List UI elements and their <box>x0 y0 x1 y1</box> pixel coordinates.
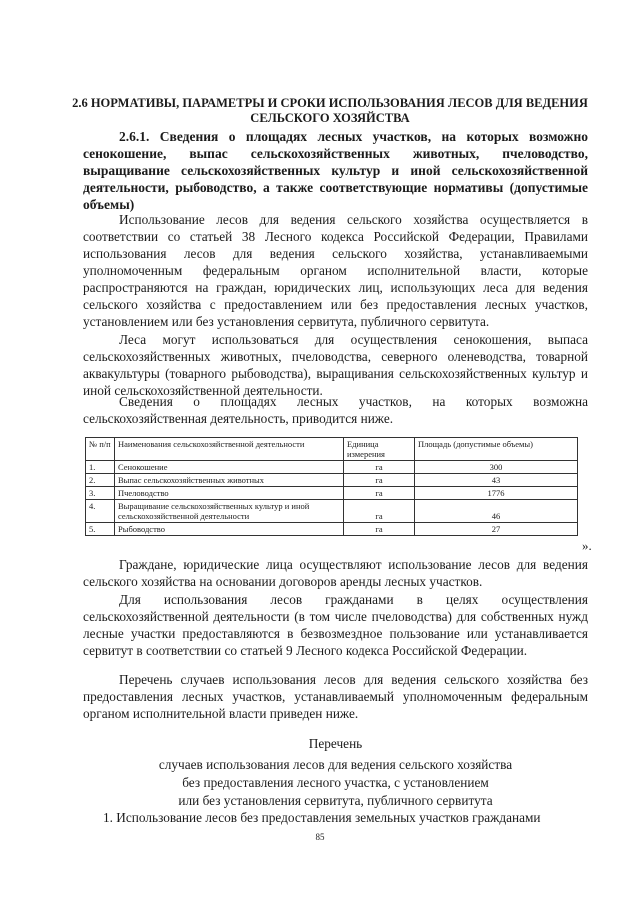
col-header-name: Наименования сельскохозяйственной деятельности <box>115 438 344 461</box>
cell-num: 4. <box>86 500 115 523</box>
section-heading: 2.6 НОРМАТИВЫ, ПАРАМЕТРЫ И СРОКИ ИСПОЛЬЗОВАНИЯ ЛЕСОВ ДЛЯ ВЕДЕНИЯ СЕЛЬСКОГО ХОЗЯЙСТВА <box>72 96 588 125</box>
col-header-area: Площадь (допустимые объемы) <box>415 438 578 461</box>
table-row <box>86 500 578 523</box>
page-number: 85 <box>315 832 325 842</box>
list-subtitle-line: без предоставления лесного участка, с установлением <box>182 775 489 790</box>
col-header-unit: Единица измерения <box>344 438 415 461</box>
col-header-num: № п/п <box>86 438 115 461</box>
cell-num: 5. <box>86 523 115 536</box>
list-subtitle-line: случаев использования лесов для ведения сельского хозяйства <box>158 757 513 772</box>
cell-unit: га <box>344 474 415 487</box>
paragraph-forest-uses: Леса могут использоваться для осуществления сенокошения, выпаса сельскохозяйственных животных, пчеловодства, северного оленеводства, товарной аквакультуры (товарного рыбоводства), выращивания сельскохозяйственных культур и иной сельскохозяйственной деятельности. <box>83 332 588 398</box>
paragraph-lease-basis: Граждане, юридические лица осуществляют использование лесов для ведения сельского хозяйства на основании договоров аренды лесных участков. <box>83 557 588 589</box>
subsection-heading: 2.6.1. Сведения о площадях лесных участков, на которых возможно сенокошение, выпас сельскохозяйственных животных, пчеловодство, выращивание сельскохозяйственных культур и иной сельскохозяйственной деятельности, рыбоводство, а также соответствующие нормативы (допустимые объемы) <box>83 129 588 212</box>
cell-area: 27 <box>415 523 578 536</box>
cell-name: Выращивание сельскохозяйственных культур и иной сельскохозяйственной деятельности <box>115 500 344 523</box>
cell-num: 3. <box>86 487 115 500</box>
paragraph-free-use: Для использования лесов гражданами в целях осуществления сельскохозяйственной деятельности (в том числе пчеловодства) для собственных нужд лесные участки предоставляются в безвозмездное пользование или устанавливается сервитут в соответствии со статьей 9 Лесного кодекса Российской Федерации. <box>83 592 588 658</box>
paragraph-list-intro: Перечень случаев использования лесов для ведения сельского хозяйства без предоставления лесных участков, устанавливаемый уполномоченным федеральным органом исполнительной власти приведен ниже. <box>83 672 588 721</box>
paragraph-legal-basis: Использование лесов для ведения сельского хозяйства осуществляется в соответствии со статьей 38 Лесного кодекса Российской Федерации, Правилами использования лесов для ведения сельского хозяйства, устанавливаемыми уполномоченным федеральным органом исполнительной власти, которые распространяются на граждан, юридических лиц, использующих леса для ведения сельского хозяйства с предоставлением или без предоставления лесных участков, установлением или без установления сервитута, публичного сервитута. <box>83 212 588 329</box>
cell-name: Пчеловодство <box>115 487 344 500</box>
table-header-row <box>86 438 578 461</box>
cell-name: Сенокошение <box>115 461 344 474</box>
cell-area: 46 <box>415 500 578 523</box>
list-title: Перечень <box>308 736 363 751</box>
table-row <box>86 474 578 487</box>
cell-num: 1. <box>86 461 115 474</box>
cell-area: 1776 <box>415 487 578 500</box>
table-row <box>86 487 578 500</box>
cell-area: 300 <box>415 461 578 474</box>
cell-unit: га <box>344 461 415 474</box>
table-row <box>86 523 578 536</box>
closing-quote: ». <box>582 538 592 553</box>
table-row <box>86 461 578 474</box>
cell-unit: га <box>344 523 415 536</box>
cell-unit: га <box>344 500 415 523</box>
cell-name: Выпас сельскохозяйственных животных <box>115 474 344 487</box>
cell-area: 43 <box>415 474 578 487</box>
cell-unit: га <box>344 487 415 500</box>
cell-num: 2. <box>86 474 115 487</box>
list-item: 1. Использование лесов без предоставления земельных участков гражданами <box>103 810 541 825</box>
paragraph-table-intro: Сведения о площадях лесных участков, на которых возможна сельскохозяйственная деятельность, приводится ниже. <box>83 394 588 426</box>
agriculture-area-table <box>85 437 578 536</box>
cell-name: Рыбоводство <box>115 523 344 536</box>
list-subtitle-line: или без установления сервитута, публичного сервитута <box>178 793 493 808</box>
